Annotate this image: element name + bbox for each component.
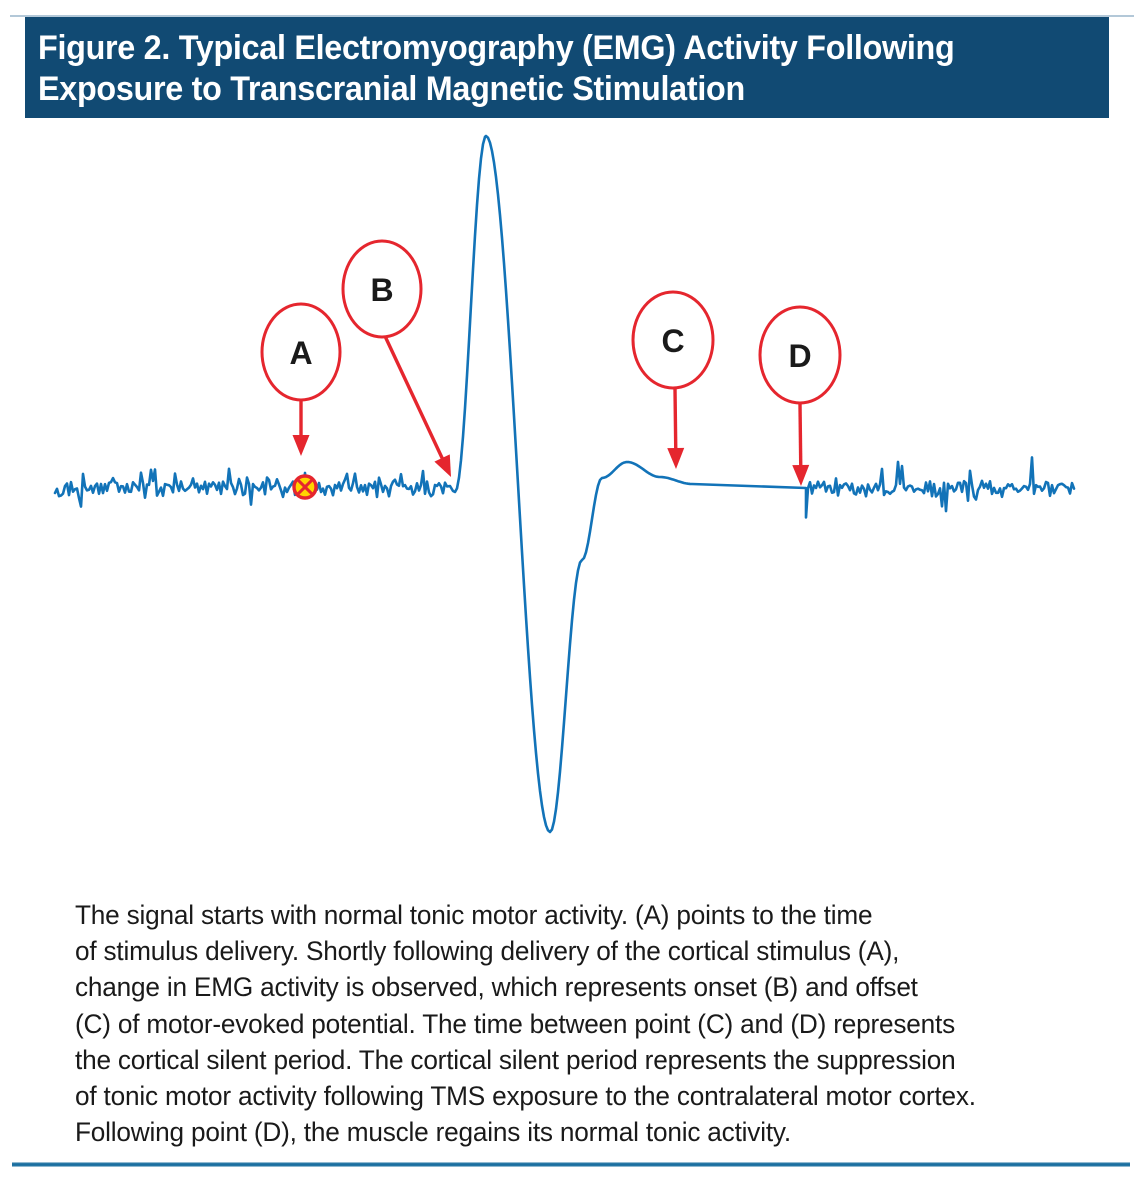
caption-line: The signal starts with normal tonic motor activity. (A) points to the time	[75, 900, 873, 930]
bottom-rule	[12, 1162, 1130, 1167]
caption-line: the cortical silent period. The cortical silent period represents the suppression	[75, 1044, 956, 1075]
callout-D-arrow	[800, 404, 801, 472]
callout-D-label: D	[788, 337, 812, 374]
caption-line: (C) of motor-evoked potential. The time between point (C) and (D) represents	[75, 1008, 956, 1039]
caption-line: of stimulus delivery. Shortly following delivery of the cortical stimulus (A),	[75, 936, 900, 967]
callout-A-arrowhead	[293, 435, 310, 456]
callout-B-label: B	[370, 271, 394, 308]
callout-D-arrowhead	[792, 465, 809, 486]
emg-trace-chart	[0, 116, 1134, 900]
callout-C-arrow	[675, 389, 676, 455]
figure-title-line-1: Figure 2. Typical Electromyography (EMG) Activity Following	[38, 29, 955, 67]
callout-C-arrowhead	[667, 448, 684, 469]
callout-B-arrowhead	[434, 454, 451, 477]
figure-title-bar	[25, 17, 1109, 118]
caption-line: change in EMG activity is observed, which represents onset (B) and offset	[75, 972, 918, 1003]
caption-line: Following point (D), the muscle regains its normal tonic activity.	[75, 1117, 791, 1148]
figure-title-line-2: Exposure to Transcranial Magnetic Stimulation	[38, 70, 745, 108]
emg-trace-path	[55, 136, 1074, 832]
callout-A-label: A	[289, 334, 313, 371]
callout-C-label: C	[661, 322, 685, 359]
figure-caption	[75, 897, 1084, 1150]
callout-B-arrow	[384, 334, 445, 465]
caption-line: of tonic motor activity following TMS exposure to the contralateral motor cortex.	[75, 1081, 976, 1112]
